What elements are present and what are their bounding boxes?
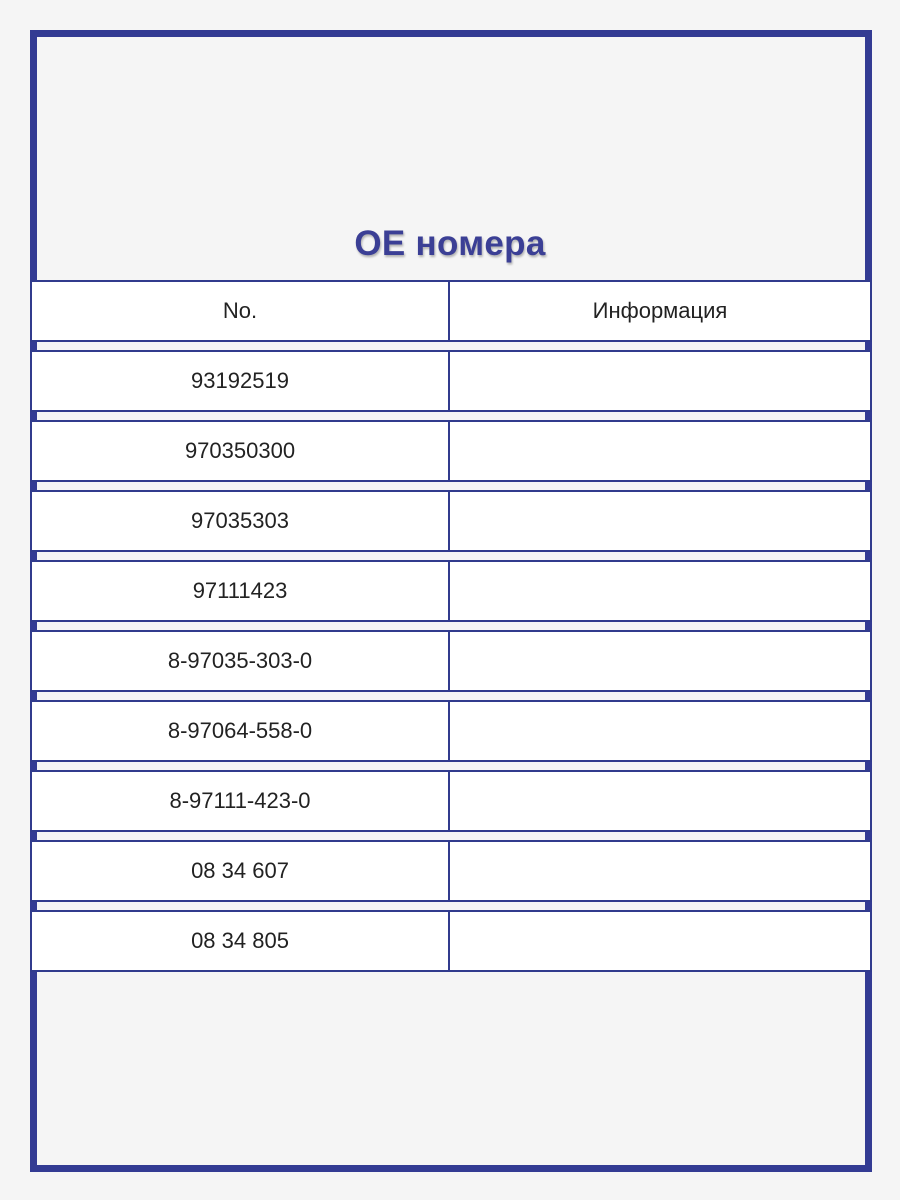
info-cell — [450, 562, 870, 620]
oe-number-cell: 08 34 607 — [32, 842, 450, 900]
table-header-row — [30, 280, 872, 342]
table-row — [30, 630, 872, 692]
info-cell — [450, 632, 870, 690]
oe-number-cell: 8-97064-558-0 — [32, 702, 450, 760]
oe-number-cell: 97035303 — [32, 492, 450, 550]
table-row — [30, 910, 872, 972]
info-cell — [450, 912, 870, 970]
oe-number-cell: 8-97111-423-0 — [32, 772, 450, 830]
table-row — [30, 700, 872, 762]
table-row — [30, 560, 872, 622]
info-cell — [450, 702, 870, 760]
oe-number-cell: 08 34 805 — [32, 912, 450, 970]
oe-number-cell: 93192519 — [32, 352, 450, 410]
table-row — [30, 490, 872, 552]
oe-number-cell: 97111423 — [32, 562, 450, 620]
info-cell — [450, 352, 870, 410]
header-info: Информация — [592, 298, 728, 323]
header-no: No. — [32, 282, 450, 340]
oe-number-cell: 8-97035-303-0 — [32, 632, 450, 690]
page-title: OE номера — [354, 224, 546, 263]
info-cell — [450, 422, 870, 480]
info-cell — [450, 842, 870, 900]
oe-number-cell: 970350300 — [32, 422, 450, 480]
table-row — [30, 350, 872, 412]
table-row — [30, 840, 872, 902]
table-row — [30, 420, 872, 482]
table-row — [30, 770, 872, 832]
info-cell — [450, 772, 870, 830]
info-cell — [450, 492, 870, 550]
